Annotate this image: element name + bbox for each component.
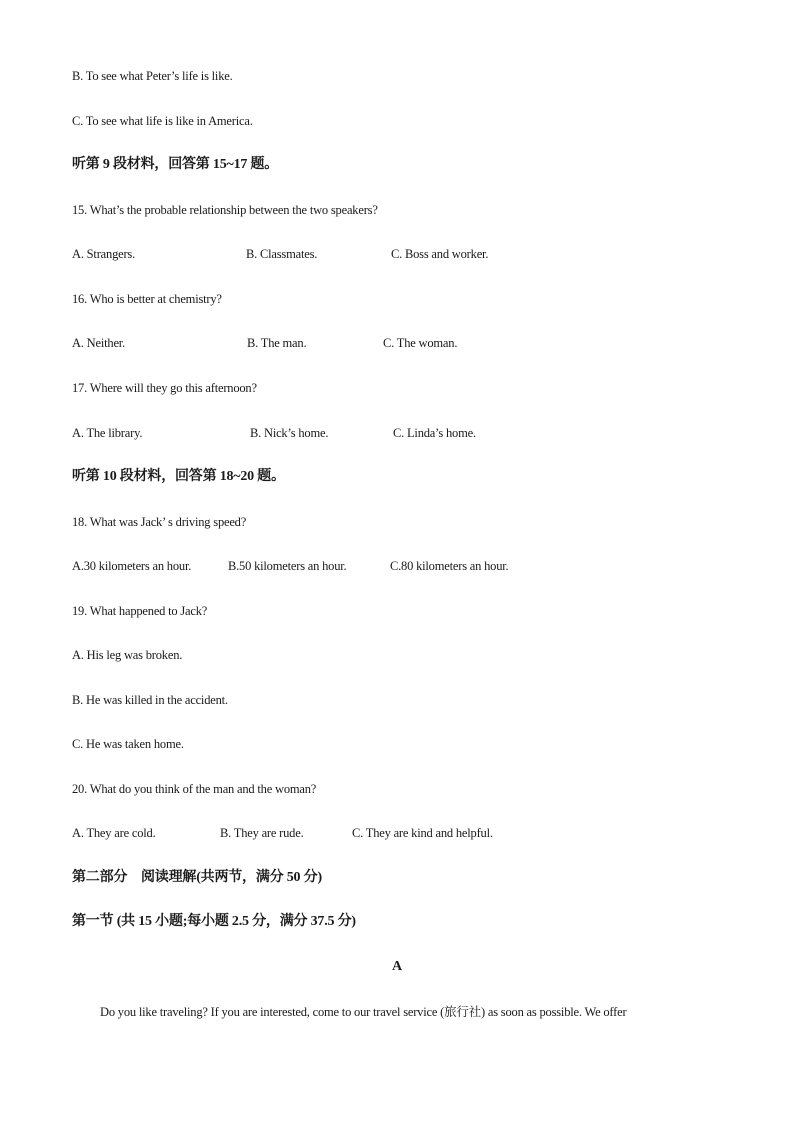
passage-text: Do you like traveling? If you are interested, come to our travel service (旅行社) as soon as possible. We offer (100, 1005, 627, 1019)
question-15: 15. What’s the probable relationship between the two speakers? (72, 203, 378, 217)
option-17c: C. Linda’s home. (393, 426, 476, 440)
option-14c: C. To see what life is like in America. (72, 114, 253, 128)
option-17b: B. Nick’s home. (250, 426, 329, 440)
option-19c: C. He was taken home. (72, 737, 184, 751)
option-14b: B. To see what Peter’s life is like. (72, 69, 233, 83)
option-15a: A. Strangers. (72, 247, 136, 261)
option-15c: C. Boss and worker. (391, 247, 489, 261)
section-one-heading: 第一节 (共 15 小题;每小题 2.5 分，满分 37.5 分) (72, 914, 356, 929)
part-heading: 第二部分 阅读理解(共两节，满分 50 分) (72, 870, 322, 885)
option-15b: B. Classmates. (246, 247, 318, 261)
option-19b: B. He was killed in the accident. (72, 693, 228, 707)
section-heading-9: 听第 9 段材料，回答第 15~17 题。 (72, 157, 279, 172)
option-16b: B. The man. (247, 336, 307, 350)
section-heading-10: 听第 10 段材料，回答第 18~20 题。 (72, 469, 285, 484)
question-19: 19. What happened to Jack? (72, 604, 208, 618)
option-16c: C. The woman. (383, 336, 458, 350)
option-20b: B. They are rude. (220, 826, 304, 840)
question-16: 16. Who is better at chemistry? (72, 292, 222, 306)
passage-label: A (391, 959, 403, 974)
option-18c: C.80 kilometers an hour. (390, 559, 509, 573)
option-17a: A. The library. (72, 426, 143, 440)
option-16a: A. Neither. (72, 336, 125, 350)
option-18a: A.30 kilometers an hour. (72, 559, 192, 573)
question-18: 18. What was Jack’ s driving speed? (72, 515, 247, 529)
option-20c: C. They are kind and helpful. (352, 826, 493, 840)
question-17: 17. Where will they go this afternoon? (72, 381, 257, 395)
option-20a: A. They are cold. (72, 826, 156, 840)
option-19a: A. His leg was broken. (72, 648, 183, 662)
option-18b: B.50 kilometers an hour. (228, 559, 347, 573)
question-20: 20. What do you think of the man and the woman? (72, 782, 317, 796)
